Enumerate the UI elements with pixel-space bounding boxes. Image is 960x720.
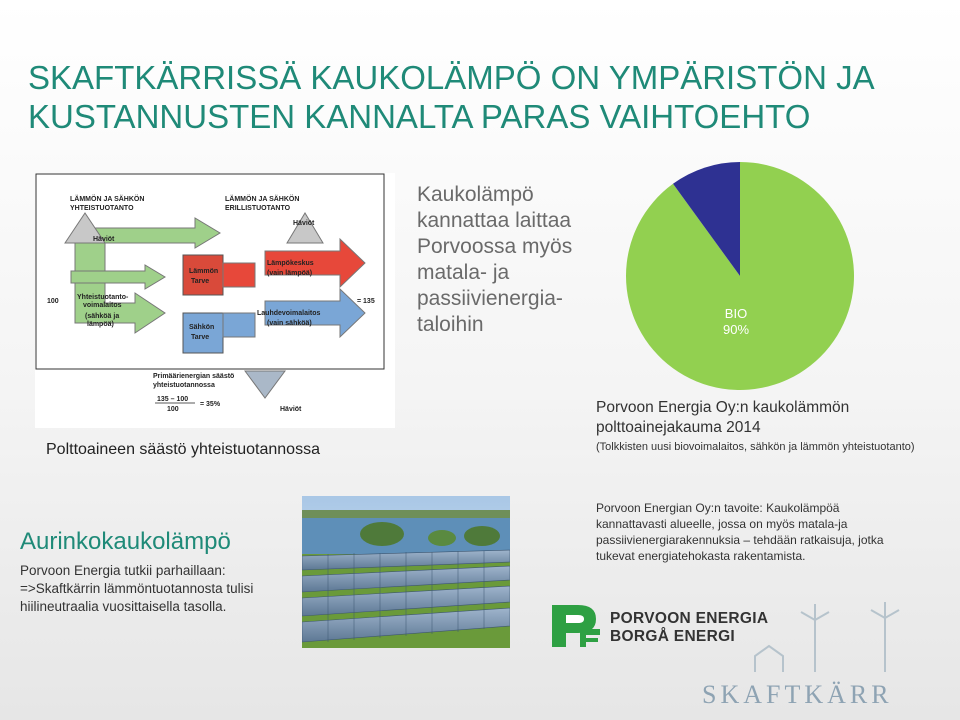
diagram-losses-left: Häviöt bbox=[93, 236, 115, 243]
district-heating-blurb: Kaukolämpö kannattaa laittaa Porvoossa myös matala- ja passiivienergia-taloihin bbox=[417, 183, 573, 336]
diagram-chp-2: voimalaitos bbox=[83, 302, 122, 309]
diagram-formula-result: = 35% bbox=[200, 401, 221, 408]
logo-line-1: PORVOON ENERGIA bbox=[610, 610, 769, 627]
diagram-losses-right: Häviöt bbox=[293, 220, 315, 227]
diagram-right-heading-2: ERILLISTUOTANTO bbox=[225, 205, 291, 212]
diagram-saving-1: Primäärienergian säästö bbox=[153, 373, 235, 380]
diagram-formula-bottom: 100 bbox=[167, 406, 179, 413]
diagram-heat-center-2: (vain lämpöä) bbox=[267, 270, 313, 277]
diagram-losses-bottom: Häviöt bbox=[280, 406, 302, 413]
pie-subcaption: (Tolkkisten uusi biovoimalaitos, sähkön ja lämmön yhteistuotanto) bbox=[596, 441, 915, 453]
solar-line-1: Porvoon Energia tutkii parhaillaan: bbox=[20, 563, 226, 578]
diagram-left-value: 100 bbox=[47, 298, 59, 305]
diagram-caption: Polttoaineen säästö yhteistuotannossa bbox=[46, 441, 320, 458]
page-title: SKAFTKÄRRISSÄ KAUKOLÄMPÖ ON YMPÄRISTÖN JA KUSTANNUSTEN KANNALTA PARAS VAIHTOEHTO bbox=[28, 59, 873, 135]
solar-line-2: =>Skaftkärrin lämmöntuotannosta tulisi hiilineutraalia vuosittaisella tasolla. bbox=[20, 581, 254, 614]
diagram-condensing-1: Lauhdevoimalaitos bbox=[257, 310, 321, 317]
diagram-right-value: = 135 bbox=[357, 298, 375, 305]
solar-field-photo bbox=[302, 496, 510, 648]
diagram-condensing-2: (vain sähköä) bbox=[267, 320, 312, 327]
goal-text: Porvoon Energian Oy:n tavoite: Kaukolämpöä kannattavasti alueelle, jossa on myös matala-ja passiivienergiarakennuksia – tehdään ratkaisuja, jotka tukevat energiatehokasta rakentamista. bbox=[596, 501, 884, 563]
logo-line-2: BORGÅ ENERGI bbox=[610, 628, 736, 645]
diagram-heat-center-1: Lämpökeskus bbox=[267, 260, 314, 267]
pie-label-bio bbox=[706, 306, 766, 338]
diagram-heat-need-2: Tarve bbox=[191, 278, 210, 285]
chp-diagram bbox=[35, 173, 395, 428]
diagram-power-need-1: Sähkön bbox=[189, 324, 215, 331]
diagram-right-heading: LÄMMÖN JA SÄHKÖN bbox=[225, 196, 300, 203]
diagram-saving-2: yhteistuotannossa bbox=[153, 382, 215, 389]
fuel-pie-chart bbox=[624, 160, 856, 392]
diagram-left-heading: LÄMMÖN JA SÄHKÖN bbox=[70, 196, 145, 203]
solar-text bbox=[20, 562, 305, 616]
pie-label-bio-value: 90% bbox=[722, 322, 750, 337]
pie-caption: Porvoon Energia Oy:n kaukolämmön polttoainejakauma 2014 bbox=[596, 399, 850, 436]
solar-heading: Aurinkokaukolämpö bbox=[20, 528, 231, 555]
diagram-left-heading-2: YHTEISTUOTANTO bbox=[70, 205, 134, 212]
diagram-chp-1: Yhteistuotanto- bbox=[77, 294, 129, 301]
diagram-heat-need-1: Lämmön bbox=[189, 268, 219, 275]
diagram-power-need-2: Tarve bbox=[191, 334, 210, 341]
pie-label-bio-name: BIO bbox=[724, 306, 748, 321]
diagram-chp-3: (sähköä ja bbox=[85, 313, 120, 320]
diagram-formula-top: 135 – 100 bbox=[157, 396, 189, 403]
diagram-chp-4: lämpöä) bbox=[87, 321, 114, 328]
skaftkarr-logo-text: SKAFTKÄRR bbox=[702, 680, 893, 709]
porvoon-energia-logo-icon bbox=[550, 603, 602, 649]
skaftkarr-logo-art bbox=[735, 590, 935, 680]
